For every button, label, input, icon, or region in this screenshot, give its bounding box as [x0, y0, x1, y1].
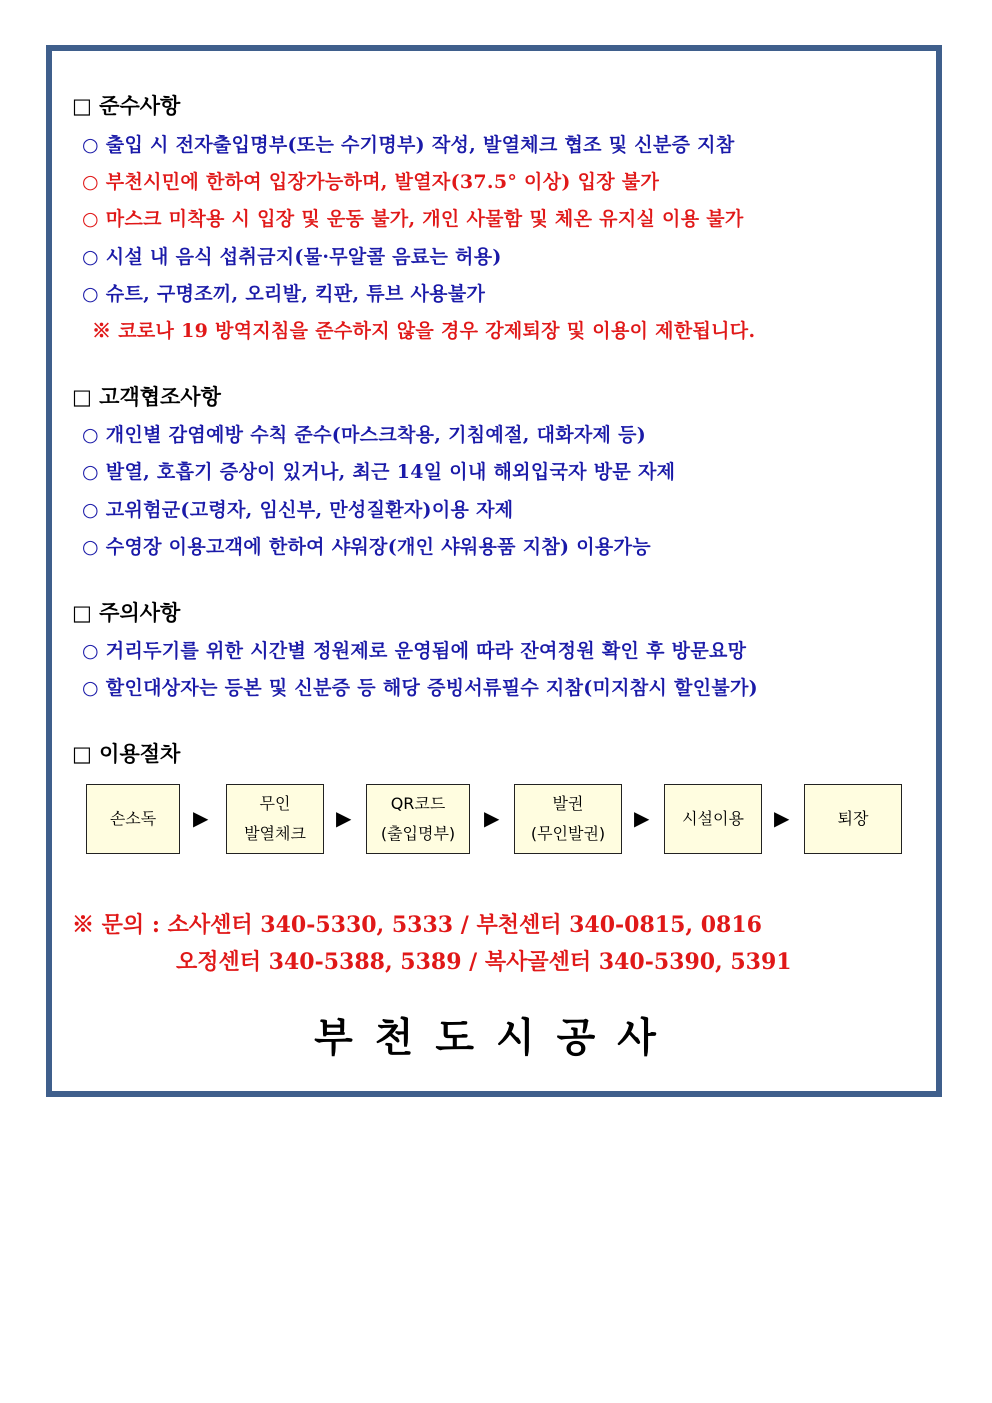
- rules-heading: □ 준수사항: [72, 94, 181, 118]
- step-facility-use: 시설이용: [664, 784, 762, 854]
- rules-note: ※ 코로나 19 방역지침을 준수하지 않을 경우 강제퇴장 및 이용이 제한됩니다.: [92, 320, 756, 342]
- rules-item-1: ○ 출입 시 전자출입명부(또는 수기명부) 작성, 발열체크 협조 및 신분증 지참: [82, 134, 735, 156]
- caution-item-1: ○ 거리두기를 위한 시간별 정원제로 운영됨에 따라 잔여정원 확인 후 방문요망: [82, 640, 747, 662]
- procedure-heading: □ 이용절차: [72, 742, 181, 766]
- rules-item-4: ○ 시설 내 음식 섭취금지(물·무알콜 음료는 허용): [82, 246, 502, 268]
- cooperation-heading: □ 고객협조사항: [72, 385, 221, 409]
- step-fever-check: 무인 발열체크: [226, 784, 324, 854]
- arrow-icon: ▶: [774, 806, 790, 830]
- cooperation-item-2: ○ 발열, 호흡기 증상이 있거나, 최근 14일 이내 해외입국자 방문 자제: [82, 461, 676, 483]
- caution-item-2: ○ 할인대상자는 등본 및 신분증 등 해당 증빙서류필수 지참(미지참시 할인불가): [82, 677, 758, 699]
- arrow-icon: ▶: [634, 806, 650, 830]
- organization-name: 부천도시공사: [314, 1015, 678, 1061]
- cooperation-item-1: ○ 개인별 감염예방 수칙 준수(마스크착용, 기침예절, 대화자제 등): [82, 424, 647, 446]
- cooperation-item-3: ○ 고위험군(고령자, 임신부, 만성질환자)이용 자제: [82, 499, 514, 521]
- cooperation-item-4: ○ 수영장 이용고객에 한하여 샤워장(개인 샤워용품 지참) 이용가능: [82, 536, 651, 558]
- step-qr-code: QR코드 (출입명부): [366, 784, 470, 854]
- contact-line-1: ※ 문의 : 소사센터 340-5330, 5333 / 부천센터 340-0815, 0816: [72, 912, 762, 938]
- step-exit: 퇴장: [804, 784, 902, 854]
- step-hand-sanitize: 손소독: [86, 784, 180, 854]
- contact-line-2: 오정센터 340-5388, 5389 / 복사골센터 340-5390, 5391: [176, 949, 792, 975]
- rules-item-5: ○ 슈트, 구명조끼, 오리발, 킥판, 튜브 사용불가: [82, 283, 486, 305]
- arrow-icon: ▶: [193, 806, 209, 830]
- rules-item-2: ○ 부천시민에 한하여 입장가능하며, 발열자(37.5° 이상) 입장 불가: [82, 171, 660, 193]
- notice-frame: [46, 45, 942, 1097]
- caution-heading: □ 주의사항: [72, 601, 181, 625]
- arrow-icon: ▶: [336, 806, 352, 830]
- step-ticketing: 발권 (무인발권): [514, 784, 622, 854]
- arrow-icon: ▶: [484, 806, 500, 830]
- rules-item-3: ○ 마스크 미착용 시 입장 및 운동 불가, 개인 사물함 및 체온 유지실 이용 불가: [82, 208, 744, 230]
